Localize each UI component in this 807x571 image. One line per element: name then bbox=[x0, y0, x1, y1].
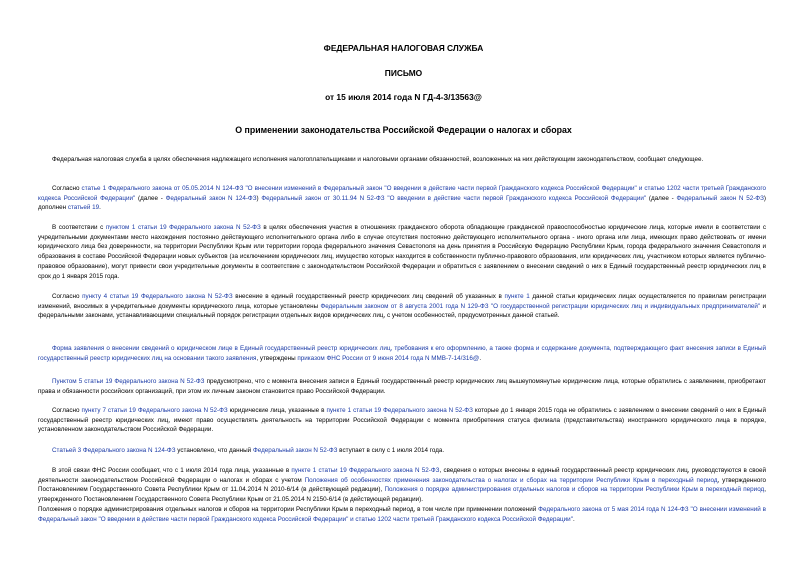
regulation-link[interactable]: Положения о порядке администрирования отдельных налогов и сборов на территории Республики Крым в переходный период bbox=[384, 486, 765, 494]
paragraph-article-19-point-7 bbox=[38, 406, 766, 435]
text: В этой связи ФНС России сообщает, что с 1 июля 2014 года лица, указанные в bbox=[52, 467, 292, 474]
text: , утвержденного Постановлением Государственного Совета Республики Крым от 11.04.2014 N 2010-6/14 (в действующей редакции), bbox=[38, 476, 766, 494]
law-link[interactable]: пункте 1 статьи 19 Федерального закона N 52-ФЗ bbox=[326, 407, 473, 414]
text: предусмотрено, что с момента внесения записи в Единый государственный реестр юридических лиц вышеупомянутые юридические лица, которые обратились с заявлением, приобретают права и обязанности российских организаций, при этом их личным законом становится право Российской Федерации. bbox=[38, 378, 767, 395]
text: ) дополнен bbox=[38, 194, 767, 212]
paragraph-article-19-point-5 bbox=[38, 377, 766, 396]
text: (далее - bbox=[135, 194, 166, 202]
text: Положения о порядке администрирования отдельных налогов и сборов на территории Республики Крым в переходный период, в том числе при применении положений bbox=[38, 505, 539, 513]
article-link[interactable]: статьей 19 bbox=[67, 204, 100, 212]
law-link[interactable]: Федеральный закон от 30.11.94 N 52-ФЗ "О введении в действие части первой Гражданского кодекса Российской Федерации" bbox=[261, 194, 647, 202]
text: . bbox=[99, 204, 101, 212]
text: внесение в единый государственный реестр юридических лиц сведений об указанных в bbox=[232, 293, 505, 300]
law-link[interactable]: Статьей 3 Федерального закона N 124-ФЗ bbox=[52, 447, 176, 454]
paragraph-fns-notice bbox=[38, 466, 766, 524]
law-link[interactable]: Федеральным законом от 8 августа 2001 года N 129-ФЗ "О государственной регистрации юридических лиц и индивидуальных предпринимателей" bbox=[320, 302, 761, 310]
law-link[interactable]: Федерального закона от 5 мая 2014 года N 124-ФЗ "О внесении изменений в Федеральный закон "О введении в действие части первой Гражданского кодекса Российской Федерации" и статью 1202 части третьей Гражданского кодекса Российской Федерации" bbox=[38, 505, 766, 523]
text: Согласно bbox=[52, 185, 82, 192]
text: Федеральная налоговая служба в целях обеспечения надлежащего исполнения налогоплательщиками и налоговыми органами обязанностей, возложенных на них действующим законодательством, сообщает следующее. bbox=[52, 156, 704, 163]
paragraph-application-form bbox=[38, 344, 766, 363]
document-type: ПИСЬМО bbox=[384, 68, 423, 78]
text: . bbox=[572, 515, 575, 523]
text: и федеральными законами, устанавливающими специальный порядок регистрации отдельных видов юридических лиц, с учетом особенностей, предусмотренных данной статьей. bbox=[38, 302, 767, 320]
text: . bbox=[479, 354, 482, 362]
law-link[interactable]: Федеральный закон N 52-ФЗ bbox=[676, 194, 764, 202]
order-link[interactable]: приказом ФНС России от 9 июня 2014 года N ММВ-7-14/316@ bbox=[297, 354, 480, 362]
law-link[interactable]: статье 1 Федерального закона от 05.05.2014 N 124-ФЗ "О внесении изменений в Федеральный закон "О введении в действие части первой Гражданского кодекса Российской Федерации" и статью 1202 части третьей Гражданского кодекса Российской Федерации" bbox=[38, 185, 766, 202]
text: в целях обеспечения участия в отношениях гражданского оборота обладающие гражданской правоспособностью юридические лица, которые имели в соответствии с учредительными документами место нахождения постоянно действующего исполнительного органа либо в случае отсутствия постоянно действующего исполнительного органа - иного органа или лица, имеющих право действовать от имени юридического лица без доверенности, на территории Республики Крым или территории города федерального значения Севастополя на день принятия в Российскую Федерацию Республики Крым, города федерального значения Севастополя и образования в составе Российской Федерации новых субъектов (за исключением юридических лиц, имущество которых находится в собственности публично-правового образования, или юридических лиц, участником которых является публично-правовое образование), могут привести свои учредительные документы в соответствие с законодательством Российской Федерации и обратиться с заявлением о внесении сведений о них в Единый государственный реестр юридических лиц в срок до 1 января 2015 года. bbox=[38, 224, 766, 280]
text: В соответствии с bbox=[52, 224, 106, 231]
text: , утверждены bbox=[256, 354, 298, 362]
paragraph-article-19-point-1 bbox=[38, 223, 766, 281]
law-link[interactable]: Пунктом 5 статьи 19 Федерального закона N 52-ФЗ bbox=[52, 378, 205, 385]
law-link[interactable]: Федеральный закон N 52-ФЗ bbox=[252, 447, 338, 454]
paragraph-intro bbox=[38, 155, 766, 165]
text: Согласно bbox=[52, 293, 83, 300]
text: вступает в силу с 1 июля 2014 года. bbox=[337, 447, 445, 454]
paragraph-amendment bbox=[38, 184, 766, 213]
text: юридические лица, указанные в bbox=[227, 407, 327, 414]
law-link[interactable]: Федеральный закон N 124-ФЗ bbox=[165, 194, 257, 202]
document-date-number: от 15 июля 2014 года N ГД-4-3/13563@ bbox=[325, 92, 482, 102]
document-subject: О применении законодательства Российской Федерации о налогах и сборах bbox=[235, 125, 572, 135]
text: установлено, что данный bbox=[175, 447, 253, 454]
paragraph-effective-date bbox=[38, 446, 766, 456]
form-link[interactable]: Форма заявления о внесении сведений о юридическом лице в Единый государственный реестр юридических лиц, требования к его оформлению, а также форма и содержание документа, подтверждающего факт внесения записи в Единый государственный реестр юридических лиц на основании такого заявления bbox=[38, 345, 766, 362]
law-link[interactable]: пункте 1 bbox=[504, 293, 530, 300]
text: Согласно bbox=[52, 407, 82, 414]
text: , утвержденного Постановлением Государственного Совета Республики Крым от 21.05.2014 N 2150-6/14 (в действующей редакции). bbox=[38, 486, 766, 504]
text: которые до 1 января 2015 года не обратились с заявлением о внесении сведений о них в Единый государственный реестр юридических лиц, имеют право осуществлять деятельность на территории Российской Федерации с момента приобретения статуса филиала (представительства) иностранного юридического лица в порядке, установленном законодательством Российской Федерации. bbox=[38, 407, 766, 434]
paragraph-article-19-point-4 bbox=[38, 292, 766, 321]
agency-title: ФЕДЕРАЛЬНАЯ НАЛОГОВАЯ СЛУЖБА bbox=[323, 43, 484, 53]
law-link[interactable]: пункту 7 статьи 19 Федерального закона N 52-ФЗ bbox=[81, 407, 228, 414]
text: (далее - bbox=[646, 194, 677, 202]
law-link[interactable]: пункте 1 статьи 19 Федерального закона N 52-ФЗ bbox=[291, 467, 440, 474]
text: данной статьи юридических лицах осуществляется по правилам регистрации изменений, вносимых в учредительные документы юридического лица, которые установлены bbox=[38, 293, 766, 310]
text: , сведения о которых внесены в единый государственный реестр юридических лиц, руководствуются в своей деятельности законодательством Российской Федерации о налогах и сборах с учетом bbox=[38, 467, 766, 484]
regulation-link[interactable]: Положения об особенностях применения законодательства о налогах и сборах на территории Республики Крым в переходный период bbox=[304, 476, 718, 484]
law-link[interactable]: пункту 4 статьи 19 Федерального закона N 52-ФЗ bbox=[82, 293, 233, 300]
law-link[interactable]: пунктом 1 статьи 19 Федерального закона N 52-ФЗ bbox=[105, 224, 261, 231]
text: ) bbox=[256, 194, 262, 202]
